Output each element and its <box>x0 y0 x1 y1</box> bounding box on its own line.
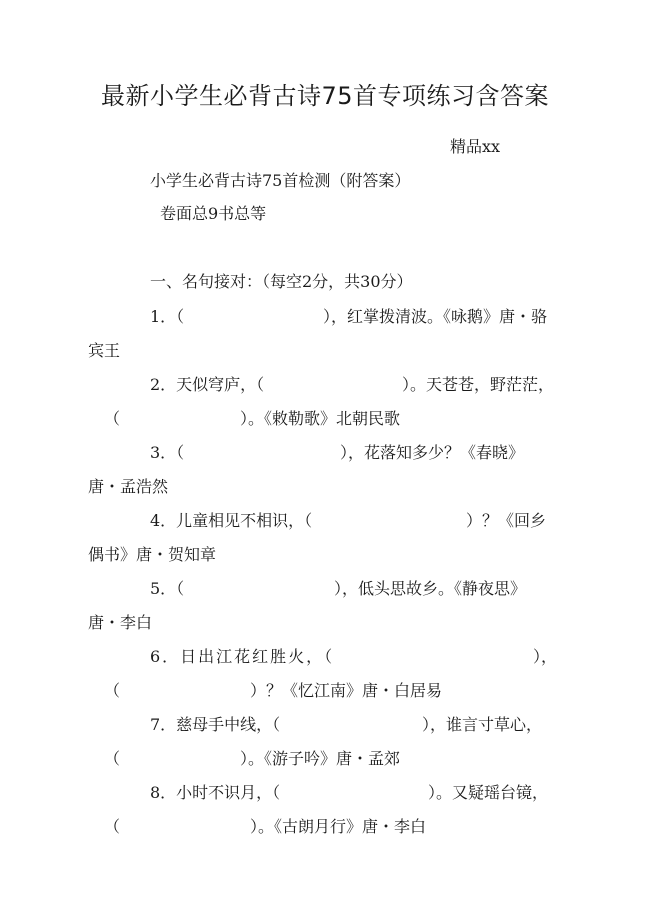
subnote: 卷面总9书总等 <box>160 204 267 223</box>
question-2-cont-open: （ <box>104 409 121 428</box>
question-2-cont: ）。《敕勒歌》北朝民歌 <box>240 409 401 428</box>
subtitle: 小学生必背古诗75首检测（附答案） <box>150 171 411 190</box>
question-1-start: 1．（ <box>150 307 185 326</box>
question-1-rest: ），红掌拨清波。《咏鹅》唐・骆 <box>323 307 548 326</box>
question-5-cont: 唐・李白 <box>88 613 153 632</box>
question-8-start: 8．小时不识月，（ <box>150 783 281 802</box>
question-8-rest: ）。又疑瑶台镜， <box>428 783 549 802</box>
question-5-rest: ），低头思故乡。《静夜思》 <box>334 579 527 598</box>
question-7-start: 7．慈母手中线，（ <box>150 715 281 734</box>
question-7-rest: ），谁言寸草心， <box>422 715 543 734</box>
question-6-cont: ）？《忆江南》唐・白居易 <box>250 681 443 700</box>
question-6-rest: ）， <box>533 647 558 666</box>
document-title: 最新小学生必背古诗75首专项练习含答案 <box>100 82 550 110</box>
author-tag: 精品xx <box>450 137 501 156</box>
question-2-start: 2．天似穹庐，（ <box>150 375 265 394</box>
question-2-rest: ）。天苍苍，野茫茫， <box>402 375 555 394</box>
question-4-cont: 偶书》唐・贺知章 <box>88 545 217 564</box>
question-6-cont-open: （ <box>104 681 121 700</box>
question-3-cont: 唐・孟浩然 <box>88 477 169 496</box>
question-7-cont-open: （ <box>104 749 121 768</box>
question-4-rest: ）？《回乡 <box>466 511 547 530</box>
question-6-start: 6．日出江花红胜火，（ <box>150 647 335 666</box>
question-3-rest: ），花落知多少？《春晓》 <box>340 443 525 462</box>
question-1-cont: 宾王 <box>88 341 121 360</box>
section-heading: 一、名句接对：（每空2分，共30分） <box>150 272 413 291</box>
question-3-start: 3．（ <box>150 443 185 462</box>
question-8-cont: ）。《古朗月行》唐・李白 <box>250 817 427 836</box>
question-7-cont: ）。《游子吟》唐・孟郊 <box>240 749 401 768</box>
question-4-start: 4．儿童相见不相识，（ <box>150 511 313 530</box>
question-5-start: 5．（ <box>150 579 185 598</box>
question-8-cont-open: （ <box>104 817 121 836</box>
